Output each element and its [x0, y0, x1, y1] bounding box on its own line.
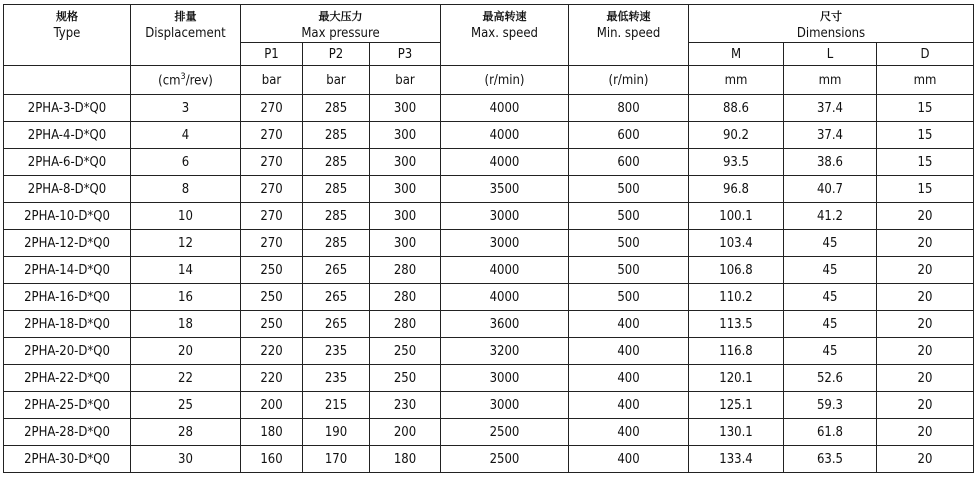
cell-type: 2PHA-12-D*Q0 [4, 230, 131, 257]
cell-min-speed: 400 [569, 365, 689, 392]
cell-m: 96.8 [689, 176, 784, 203]
cell-m: 130.1 [689, 419, 784, 446]
header-p1: P1 [241, 43, 303, 66]
cell-p3: 300 [370, 203, 441, 230]
cell-p2: 265 [303, 284, 370, 311]
cell-l: 61.8 [784, 419, 877, 446]
cell-type: 2PHA-3-D*Q0 [4, 95, 131, 122]
unit-max-speed: (r/min) [441, 66, 569, 95]
cell-max-speed: 3000 [441, 230, 569, 257]
cell-type: 2PHA-22-D*Q0 [4, 365, 131, 392]
cell-min-speed: 400 [569, 419, 689, 446]
cell-max-speed: 4000 [441, 257, 569, 284]
header-pressure-en: Max pressure [301, 26, 380, 41]
cell-type: 2PHA-20-D*Q0 [4, 338, 131, 365]
cell-max-speed: 4000 [441, 149, 569, 176]
cell-m: 113.5 [689, 311, 784, 338]
cell-min-speed: 600 [569, 149, 689, 176]
cell-d: 15 [877, 176, 974, 203]
header-dimensions-en: Dimensions [796, 26, 866, 41]
cell-m: 100.1 [689, 203, 784, 230]
cell-p2: 285 [303, 176, 370, 203]
cell-p2: 285 [303, 230, 370, 257]
header-d: D [877, 43, 974, 66]
cell-p1: 250 [241, 284, 303, 311]
cell-m: 125.1 [689, 392, 784, 419]
cell-p2: 235 [303, 338, 370, 365]
cell-p3: 300 [370, 122, 441, 149]
cell-displacement: 8 [131, 176, 241, 203]
header-p3: P3 [370, 43, 441, 66]
cell-min-speed: 500 [569, 176, 689, 203]
cell-p1: 270 [241, 176, 303, 203]
header-pressure-zh: 最大压力 [318, 10, 363, 23]
header-l: L [784, 43, 877, 66]
cell-p3: 200 [370, 419, 441, 446]
header-type-en: Type [53, 26, 81, 41]
cell-type: 2PHA-4-D*Q0 [4, 122, 131, 149]
table-row [4, 95, 974, 122]
header-type-zh: 规格 [56, 10, 78, 23]
cell-l: 38.6 [784, 149, 877, 176]
cell-l: 59.3 [784, 392, 877, 419]
cell-m: 133.4 [689, 446, 784, 473]
cell-type: 2PHA-18-D*Q0 [4, 311, 131, 338]
header-min-speed-zh: 最低转速 [606, 10, 651, 23]
table-row [4, 257, 974, 284]
cell-p2: 285 [303, 122, 370, 149]
cell-p2: 215 [303, 392, 370, 419]
cell-d: 20 [877, 203, 974, 230]
cell-type: 2PHA-6-D*Q0 [4, 149, 131, 176]
cell-p1: 270 [241, 95, 303, 122]
cell-p1: 160 [241, 446, 303, 473]
cell-min-speed: 500 [569, 284, 689, 311]
cell-p1: 220 [241, 365, 303, 392]
cell-l: 40.7 [784, 176, 877, 203]
cell-p1: 270 [241, 122, 303, 149]
cell-d: 20 [877, 311, 974, 338]
cell-l: 45 [784, 230, 877, 257]
cell-p1: 220 [241, 338, 303, 365]
cell-m: 88.6 [689, 95, 784, 122]
cell-p1: 270 [241, 230, 303, 257]
cell-type: 2PHA-10-D*Q0 [4, 203, 131, 230]
cell-min-speed: 500 [569, 257, 689, 284]
cell-p3: 300 [370, 176, 441, 203]
cell-displacement: 16 [131, 284, 241, 311]
unit-min-speed: (r/min) [569, 66, 689, 95]
cell-l: 37.4 [784, 122, 877, 149]
cell-p2: 285 [303, 203, 370, 230]
cell-p3: 230 [370, 392, 441, 419]
unit-displacement-sup: 3 [180, 71, 186, 82]
cell-displacement: 30 [131, 446, 241, 473]
cell-d: 20 [877, 230, 974, 257]
cell-m: 90.2 [689, 122, 784, 149]
cell-displacement: 22 [131, 365, 241, 392]
cell-p2: 265 [303, 311, 370, 338]
unit-displacement [131, 66, 241, 95]
cell-l: 45 [784, 311, 877, 338]
cell-type: 2PHA-25-D*Q0 [4, 392, 131, 419]
cell-d: 20 [877, 257, 974, 284]
cell-l: 52.6 [784, 365, 877, 392]
cell-p3: 300 [370, 149, 441, 176]
cell-displacement: 6 [131, 149, 241, 176]
cell-p3: 280 [370, 311, 441, 338]
table-row [4, 149, 974, 176]
table-row [4, 338, 974, 365]
cell-type: 2PHA-14-D*Q0 [4, 257, 131, 284]
cell-max-speed: 3000 [441, 203, 569, 230]
cell-p2: 285 [303, 149, 370, 176]
header-displacement-zh: 排量 [174, 10, 197, 23]
cell-type: 2PHA-16-D*Q0 [4, 284, 131, 311]
cell-displacement: 10 [131, 203, 241, 230]
table-row [4, 446, 974, 473]
table-row [4, 311, 974, 338]
header-max-speed-zh: 最高转速 [482, 10, 527, 23]
cell-m: 106.8 [689, 257, 784, 284]
header-displacement [131, 5, 241, 66]
cell-p1: 270 [241, 149, 303, 176]
cell-l: 45 [784, 257, 877, 284]
cell-p2: 235 [303, 365, 370, 392]
cell-m: 103.4 [689, 230, 784, 257]
unit-p1: bar [241, 66, 303, 95]
cell-min-speed: 800 [569, 95, 689, 122]
cell-d: 20 [877, 392, 974, 419]
cell-max-speed: 2500 [441, 419, 569, 446]
header-min-speed-en: Min. speed [596, 26, 661, 41]
cell-p2: 170 [303, 446, 370, 473]
cell-p1: 250 [241, 257, 303, 284]
cell-p3: 300 [370, 230, 441, 257]
cell-p1: 250 [241, 311, 303, 338]
cell-max-speed: 3600 [441, 311, 569, 338]
cell-d: 20 [877, 284, 974, 311]
header-m: M [689, 43, 784, 66]
cell-max-speed: 3000 [441, 392, 569, 419]
cell-p3: 280 [370, 257, 441, 284]
header-p2: P2 [303, 43, 370, 66]
cell-m: 116.8 [689, 338, 784, 365]
cell-displacement: 20 [131, 338, 241, 365]
cell-min-speed: 400 [569, 311, 689, 338]
unit-p3: bar [370, 66, 441, 95]
cell-d: 20 [877, 365, 974, 392]
cell-max-speed: 3500 [441, 176, 569, 203]
header-min-speed [569, 5, 689, 66]
cell-p3: 300 [370, 95, 441, 122]
cell-displacement: 3 [131, 95, 241, 122]
cell-max-speed: 4000 [441, 284, 569, 311]
cell-type: 2PHA-8-D*Q0 [4, 176, 131, 203]
cell-p2: 265 [303, 257, 370, 284]
table-row [4, 203, 974, 230]
unit-m: mm [689, 66, 784, 95]
cell-max-speed: 3200 [441, 338, 569, 365]
table-row [4, 419, 974, 446]
table-row [4, 122, 974, 149]
cell-d: 15 [877, 95, 974, 122]
spec-table [3, 4, 974, 473]
header-dimensions-zh: 尺寸 [820, 10, 842, 23]
cell-min-speed: 400 [569, 338, 689, 365]
cell-p3: 250 [370, 365, 441, 392]
unit-l: mm [784, 66, 877, 95]
header-type [4, 5, 131, 66]
cell-displacement: 12 [131, 230, 241, 257]
cell-min-speed: 500 [569, 203, 689, 230]
cell-max-speed: 4000 [441, 95, 569, 122]
cell-displacement: 18 [131, 311, 241, 338]
header-max-speed-en: Max. speed [471, 26, 538, 41]
cell-type: 2PHA-28-D*Q0 [4, 419, 131, 446]
unit-p2: bar [303, 66, 370, 95]
cell-p3: 250 [370, 338, 441, 365]
table-row [4, 176, 974, 203]
unit-d: mm [877, 66, 974, 95]
cell-m: 93.5 [689, 149, 784, 176]
cell-p2: 190 [303, 419, 370, 446]
table-row [4, 392, 974, 419]
unit-displacement-post: /rev) [185, 73, 213, 89]
cell-d: 20 [877, 446, 974, 473]
cell-p3: 280 [370, 284, 441, 311]
cell-d: 20 [877, 419, 974, 446]
header-max-speed [441, 5, 569, 66]
cell-displacement: 14 [131, 257, 241, 284]
cell-p1: 270 [241, 203, 303, 230]
header-pressure [241, 5, 441, 43]
unit-displacement-pre: (cm [158, 73, 181, 89]
cell-type: 2PHA-30-D*Q0 [4, 446, 131, 473]
cell-min-speed: 400 [569, 392, 689, 419]
cell-max-speed: 3000 [441, 365, 569, 392]
cell-p3: 180 [370, 446, 441, 473]
cell-d: 20 [877, 338, 974, 365]
cell-displacement: 25 [131, 392, 241, 419]
cell-displacement: 28 [131, 419, 241, 446]
cell-m: 120.1 [689, 365, 784, 392]
cell-l: 37.4 [784, 95, 877, 122]
cell-m: 110.2 [689, 284, 784, 311]
cell-p1: 180 [241, 419, 303, 446]
cell-min-speed: 600 [569, 122, 689, 149]
cell-displacement: 4 [131, 122, 241, 149]
cell-l: 45 [784, 338, 877, 365]
cell-max-speed: 2500 [441, 446, 569, 473]
header-dimensions [689, 5, 974, 43]
cell-l: 63.5 [784, 446, 877, 473]
cell-max-speed: 4000 [441, 122, 569, 149]
table-row [4, 284, 974, 311]
cell-min-speed: 500 [569, 230, 689, 257]
cell-d: 15 [877, 149, 974, 176]
cell-p2: 285 [303, 95, 370, 122]
table-row [4, 365, 974, 392]
cell-d: 15 [877, 122, 974, 149]
cell-l: 41.2 [784, 203, 877, 230]
table-row [4, 230, 974, 257]
cell-p1: 200 [241, 392, 303, 419]
cell-l: 45 [784, 284, 877, 311]
unit-type [4, 66, 131, 95]
cell-min-speed: 400 [569, 446, 689, 473]
header-displacement-en: Displacement [145, 26, 226, 41]
